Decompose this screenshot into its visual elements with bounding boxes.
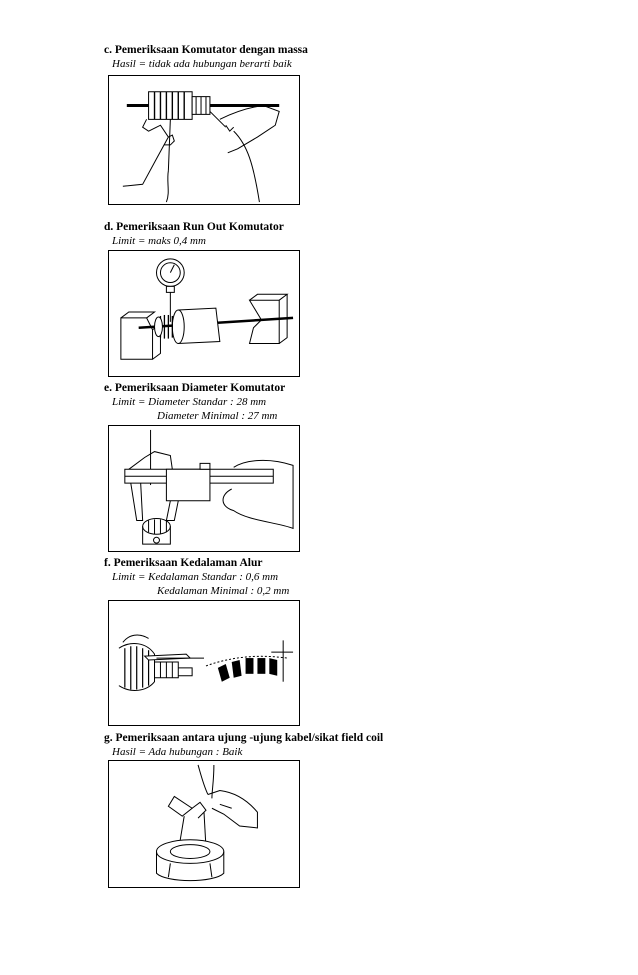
- section-g: [104, 731, 524, 759]
- section-e: [104, 381, 524, 423]
- section-limit: Limit = Diameter Standar : 28 mm: [112, 396, 267, 408]
- section-limit: Limit = Kedalaman Standar : 0,6 mm: [112, 571, 279, 583]
- field-coil-continuity-illustration: [108, 760, 300, 888]
- section-limit-continued: Diameter Minimal : 27 mm: [157, 410, 278, 422]
- section-heading: d. Pemeriksaan Run Out Komutator: [104, 221, 284, 233]
- section-result: Hasil = tidak ada hubungan berarti baik: [112, 58, 292, 70]
- section-limit-continued: Kedalaman Minimal : 0,2 mm: [157, 585, 290, 597]
- commutator-runout-illustration: [108, 250, 300, 377]
- section-limit: Limit = maks 0,4 mm: [112, 235, 206, 247]
- section-heading: g. Pemeriksaan antara ujung -ujung kabel/sikat field coil: [104, 732, 384, 744]
- section-heading: e. Pemeriksaan Diameter Komutator: [104, 382, 286, 394]
- section-d: [104, 220, 524, 248]
- section-c: [104, 43, 524, 71]
- commutator-diameter-illustration: [108, 425, 300, 552]
- section-result: Hasil = Ada hubungan : Baik: [112, 746, 243, 758]
- section-heading: f. Pemeriksaan Kedalaman Alur: [104, 557, 263, 569]
- section-f: [104, 556, 524, 598]
- section-heading: c. Pemeriksaan Komutator dengan massa: [104, 44, 308, 56]
- armature-ground-test-illustration: [108, 75, 300, 205]
- undercut-depth-illustration: [108, 600, 300, 726]
